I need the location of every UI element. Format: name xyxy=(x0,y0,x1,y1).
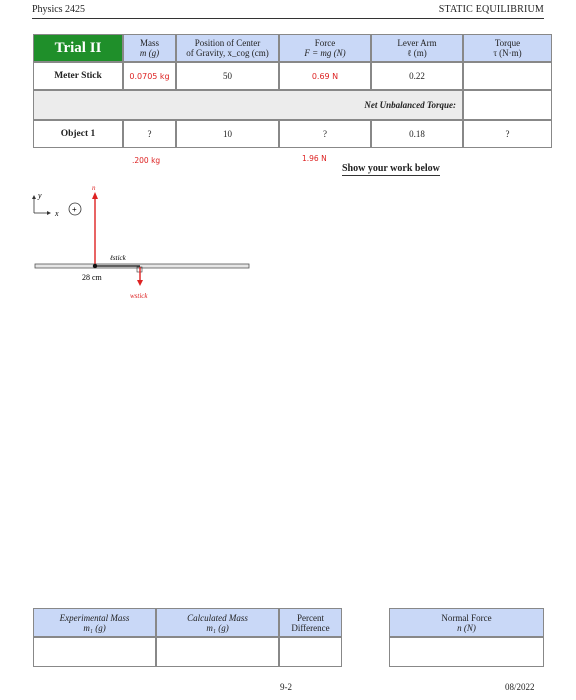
course-title: Physics 2425 xyxy=(32,4,86,15)
percent-difference-value[interactable] xyxy=(279,637,342,667)
data-table xyxy=(33,34,552,148)
weight-arrowhead xyxy=(137,280,143,286)
meter-stick-position[interactable]: 50 xyxy=(176,62,279,90)
rotation-sign: + xyxy=(72,205,77,214)
normal-force-value[interactable] xyxy=(389,637,544,667)
normal-force-table xyxy=(389,608,544,667)
normal-force-arrowhead xyxy=(92,192,98,199)
header-experimental-mass: Experimental Mass m₁ (g) xyxy=(33,608,156,637)
show-work-instruction: Show your work below xyxy=(342,163,440,174)
object1-lever[interactable]: 0.18 xyxy=(371,120,463,148)
header-torque: Torque τ (N·m) xyxy=(463,34,552,62)
object1-torque[interactable]: ? xyxy=(463,120,552,148)
handwritten-mass-note: .200 kg xyxy=(132,156,161,165)
net-torque-label: Net Unbalanced Torque: xyxy=(33,90,463,120)
pivot-position-label: 28 cm xyxy=(82,273,102,282)
header-percent-difference: Percent Difference xyxy=(279,608,342,637)
header-position: Position of Center of Gravity, x_cog (cm) xyxy=(176,34,279,62)
trial-label: Trial II xyxy=(33,34,123,62)
revision-date: 08/2022 xyxy=(505,682,535,692)
y-axis-label: y xyxy=(38,191,42,200)
page-number: 9-2 xyxy=(280,682,292,692)
object1-position[interactable]: 10 xyxy=(176,120,279,148)
lever-arm-label: ℓstick xyxy=(110,254,126,262)
normal-force-label: n xyxy=(92,184,96,192)
net-torque-value[interactable] xyxy=(463,90,552,120)
x-axis-label: x xyxy=(55,209,59,218)
header-mass: Mass m (g) xyxy=(123,34,176,62)
handwritten-force-note: 1.96 N xyxy=(302,154,327,163)
meter-stick-torque[interactable] xyxy=(463,62,552,90)
meter-stick-lever[interactable]: 0.22 xyxy=(371,62,463,90)
object1-force[interactable]: ? xyxy=(279,120,371,148)
object1-mass[interactable]: ? xyxy=(123,120,176,148)
header-normal-force: Normal Force n (N) xyxy=(389,608,544,637)
header-lever-arm: Lever Arm ℓ (m) xyxy=(371,34,463,62)
meter-stick-mass[interactable]: 0.0705 kg xyxy=(123,62,176,90)
header-calculated-mass: Calculated Mass m₁ (g) xyxy=(156,608,279,637)
weight-label: wstick xyxy=(130,292,148,300)
meter-stick-force[interactable]: 0.69 N xyxy=(279,62,371,90)
free-body-diagram xyxy=(0,180,576,500)
lab-title: STATIC EQUILIBRIUM xyxy=(438,4,544,15)
header-force: Force F = mg (N) xyxy=(279,34,371,62)
experimental-mass-value[interactable] xyxy=(33,637,156,667)
row-label-object-1: Object 1 xyxy=(33,120,123,148)
page-header xyxy=(32,0,544,19)
calculated-mass-value[interactable] xyxy=(156,637,279,667)
row-label-meter-stick: Meter Stick xyxy=(33,62,123,90)
results-table xyxy=(33,608,342,667)
